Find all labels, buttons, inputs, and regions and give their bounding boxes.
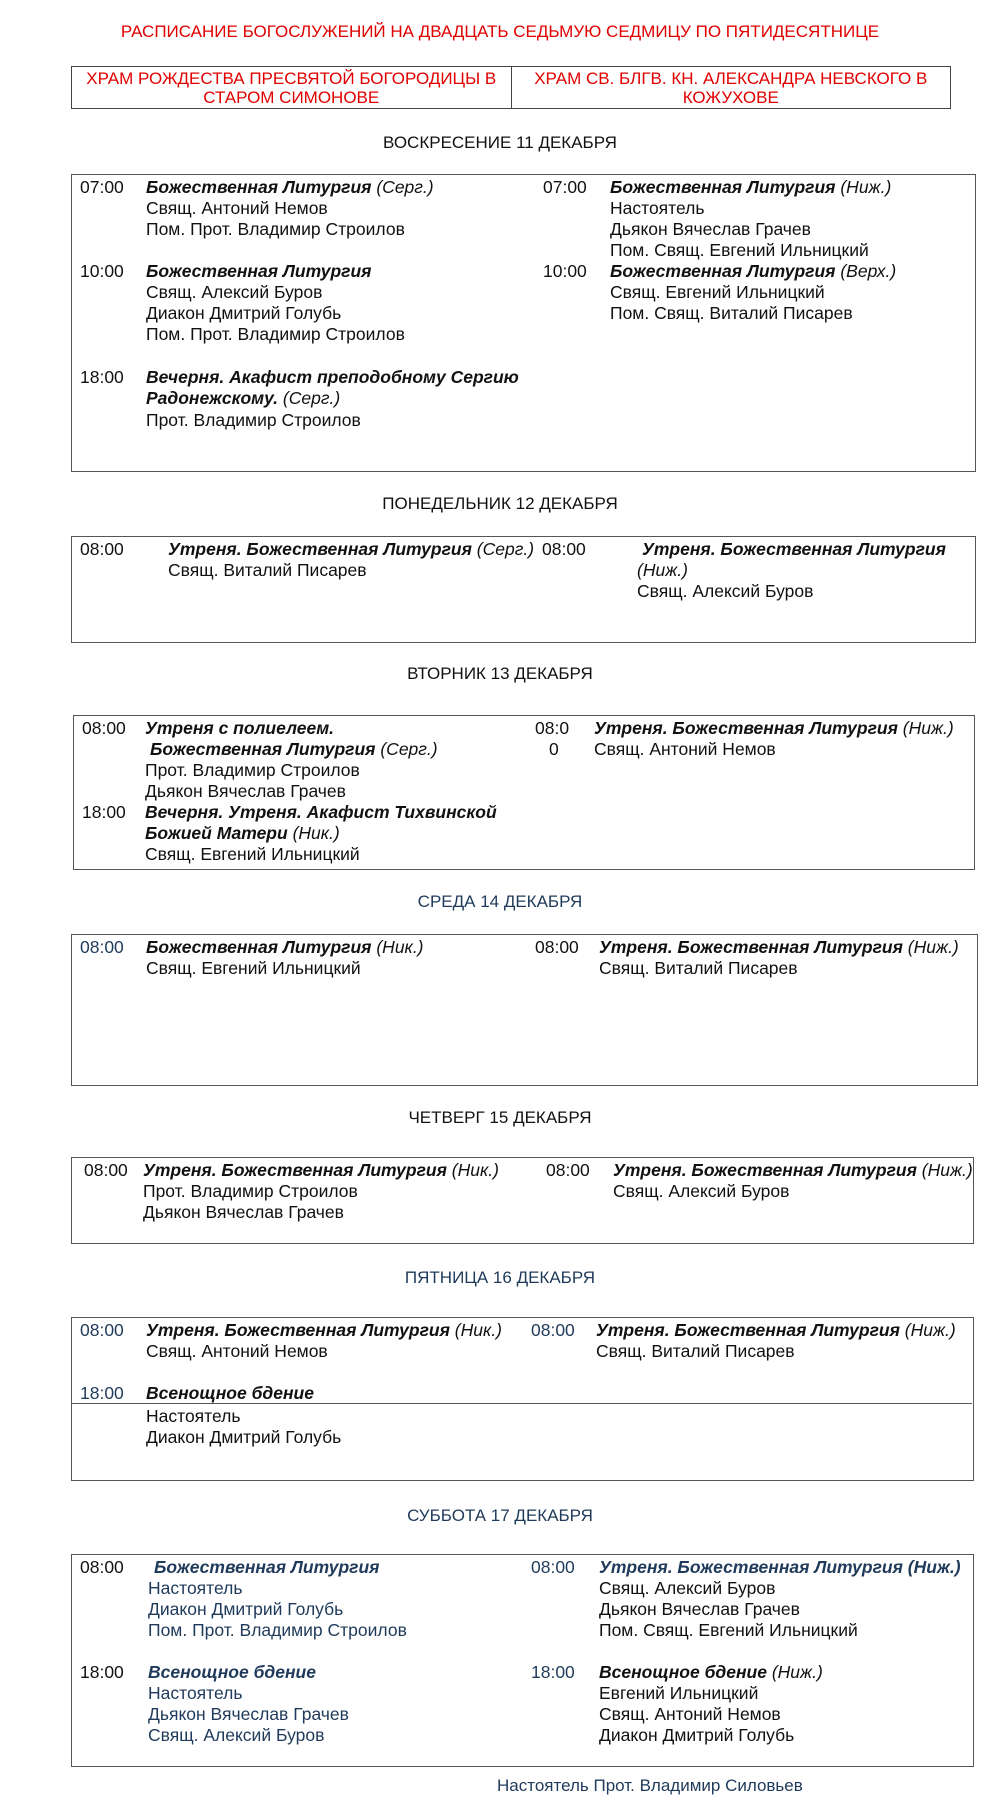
service-title: Радонежскому. (Серг.) <box>146 388 341 408</box>
service-time: 08:00 <box>80 937 124 957</box>
clergy-line: Свящ. Антоний Немов <box>146 1341 328 1361</box>
clergy-line: Дьякон Вячеслав Грачев <box>145 781 346 801</box>
service-title: Утреня. Божественная Литургия (Ниж.) <box>613 1160 973 1180</box>
clergy-line: Прот. Владимир Строилов <box>143 1181 358 1201</box>
service-title: Утреня. Божественная Литургия <box>642 539 946 559</box>
service-title: Утреня. Божественная Литургия (Ниж.) <box>594 718 954 738</box>
service-time: 08:00 <box>82 718 126 738</box>
clergy-line: Дьякон Вячеслав Грачев <box>143 1202 344 1222</box>
service-time: 07:00 <box>543 177 587 197</box>
clergy-line: Пом. Свящ. Евгений Ильницкий <box>599 1620 858 1640</box>
clergy-line: Свящ. Евгений Ильницкий <box>610 282 825 302</box>
day-header-monday: ПОНЕДЕЛЬНИК 12 ДЕКАБРЯ <box>382 494 618 513</box>
clergy-line: Диакон Дмитрий Голубь <box>146 1427 342 1447</box>
service-time: 18:00 <box>80 1383 124 1403</box>
service-title: Божественная Литургия <box>146 261 372 281</box>
schedule-box-wednesday <box>71 934 978 1086</box>
service-time: 08:00 <box>531 1320 575 1340</box>
signature: Настоятель Прот. Владимир Силовьев <box>497 1776 803 1795</box>
service-time: 08:00 <box>535 937 579 957</box>
day-header-friday: ПЯТНИЦА 16 ДЕКАБРЯ <box>404 1268 596 1287</box>
service-title: Утреня. Божественная Литургия (Ниж.) <box>599 1557 961 1577</box>
schedule-box-thursday <box>71 1157 974 1244</box>
clergy-line: Свящ. Антоний Немов <box>146 198 328 218</box>
temples-header <box>71 66 951 109</box>
service-title: Божественная Литургия (Ниж.) <box>610 177 892 197</box>
service-title: Божественная Литургия (Серг.) <box>150 739 438 759</box>
service-time: 08:00 <box>542 539 586 559</box>
service-time: 18:00 <box>82 802 126 822</box>
service-time: 08:00 <box>80 1320 124 1340</box>
clergy-line: Свящ. Евгений Ильницкий <box>145 844 360 864</box>
service-time: 10:00 <box>543 261 587 281</box>
service-time: 10:00 <box>80 261 124 281</box>
service-title: Утреня. Божественная Литургия (Ник.) <box>146 1320 502 1340</box>
service-time: 18:00 <box>531 1662 575 1682</box>
service-time: 0 <box>549 739 559 759</box>
clergy-line: Пом. Прот. Владимир Строилов <box>148 1620 407 1640</box>
clergy-line: Свящ. Алексий Буров <box>599 1578 776 1598</box>
temple-right-name: ХРАМ СВ. БЛГВ. КН. АЛЕКСАНДРА НЕВСКОГО В КОЖУХОВЕ <box>511 67 951 108</box>
clergy-line: Свящ. Антоний Немов <box>594 739 776 759</box>
service-title: Божественная Литургия <box>154 1557 380 1577</box>
service-title: Всенощное бдение <box>148 1662 316 1682</box>
service-time: 18:00 <box>80 367 124 387</box>
service-time: 18:00 <box>80 1662 124 1682</box>
day-header-thursday: ЧЕТВЕРГ 15 ДЕКАБРЯ <box>408 1108 592 1127</box>
clergy-line: Свящ. Виталий Писарев <box>596 1341 795 1361</box>
schedule-box-sunday <box>71 174 976 472</box>
service-time: 08:00 <box>80 539 124 559</box>
clergy-line: Прот. Владимир Строилов <box>146 410 361 430</box>
service-title: Утреня. Божественная Литургия (Ниж.) <box>596 1320 956 1340</box>
clergy-line: Дьякон Вячеслав Грачев <box>610 219 811 239</box>
service-title: Божией Матери (Ник.) <box>145 823 340 843</box>
row-divider <box>72 1403 972 1404</box>
clergy-line: Дьякон Вячеслав Грачев <box>148 1704 349 1724</box>
clergy-line: Настоятель <box>148 1683 243 1703</box>
service-time: 08:00 <box>546 1160 590 1180</box>
service-title: Всенощное бдение (Ниж.) <box>599 1662 823 1682</box>
clergy-line: Диакон Дмитрий Голубь <box>148 1599 344 1619</box>
clergy-line: Пом. Свящ. Евгений Ильницкий <box>610 240 869 260</box>
day-header-saturday: СУББОТА 17 ДЕКАБРЯ <box>407 1506 593 1525</box>
clergy-line: Свящ. Алексий Буров <box>637 581 814 601</box>
clergy-line: Свящ. Алексий Буров <box>148 1725 325 1745</box>
service-place: (Ниж.) <box>637 560 688 580</box>
clergy-line: Евгений Ильницкий <box>599 1683 759 1703</box>
clergy-line: Свящ. Антоний Немов <box>599 1704 781 1724</box>
schedule-box-friday <box>71 1317 974 1481</box>
clergy-line: Прот. Владимир Строилов <box>145 760 360 780</box>
service-title: Утреня. Божественная Литургия (Ниж.) <box>599 937 959 957</box>
clergy-line: Дьякон Вячеслав Грачев <box>599 1599 800 1619</box>
service-title: Божественная Литургия (Верх.) <box>610 261 897 281</box>
clergy-line: Свящ. Евгений Ильницкий <box>146 958 361 978</box>
service-time: 08:00 <box>531 1557 575 1577</box>
service-title: Утреня. Божественная Литургия (Серг.) <box>168 539 535 559</box>
clergy-line: Пом. Свящ. Виталий Писарев <box>610 303 853 323</box>
service-title: Утреня с полиелеем. <box>145 718 334 738</box>
clergy-line: Пом. Прот. Владимир Строилов <box>146 324 405 344</box>
schedule-box-tuesday <box>73 715 975 870</box>
service-time: 08:00 <box>84 1160 128 1180</box>
service-title: Вечерня. Акафист преподобному Сергию <box>146 367 519 387</box>
service-title: Вечерня. Утреня. Акафист Тихвинской <box>145 802 497 822</box>
service-title: Всенощное бдение <box>146 1383 314 1403</box>
schedule-box-saturday <box>71 1554 974 1767</box>
service-title: Божественная Литургия (Ник.) <box>146 937 424 957</box>
clergy-line: Настоятель <box>148 1578 243 1598</box>
service-title: Божественная Литургия (Серг.) <box>146 177 434 197</box>
clergy-line: Свящ. Алексий Буров <box>146 282 323 302</box>
clergy-line: Настоятель <box>610 198 705 218</box>
day-header-wednesday: СРЕДА 14 ДЕКАБРЯ <box>417 892 583 911</box>
schedule-box-monday <box>71 536 976 643</box>
clergy-line: Свящ. Виталий Писарев <box>168 560 367 580</box>
service-time: 07:00 <box>80 177 124 197</box>
clergy-line: Свящ. Алексий Буров <box>613 1181 790 1201</box>
service-title: Утреня. Божественная Литургия (Ник.) <box>143 1160 499 1180</box>
clergy-line: Диакон Дмитрий Голубь <box>599 1725 795 1745</box>
clergy-line: Пом. Прот. Владимир Строилов <box>146 219 405 239</box>
clergy-line: Диакон Дмитрий Голубь <box>146 303 342 323</box>
service-time: 08:00 <box>80 1557 124 1577</box>
clergy-line: Настоятель <box>146 1406 241 1426</box>
day-header-tuesday: ВТОРНИК 13 ДЕКАБРЯ <box>407 664 593 683</box>
day-header-sunday: ВОСКРЕСЕНИЕ 11 ДЕКАБРЯ <box>383 133 617 152</box>
service-time: 08:0 <box>535 718 570 738</box>
clergy-line: Свящ. Виталий Писарев <box>599 958 798 978</box>
page-title: РАСПИСАНИЕ БОГОСЛУЖЕНИЙ НА ДВАДЦАТЬ СЕДЬМУЮ СЕДМИЦУ ПО ПЯТИДЕСЯТНИЦЕ <box>120 22 880 41</box>
temple-left-name: ХРАМ РОЖДЕСТВА ПРЕСВЯТОЙ БОГОРОДИЦЫ В СТАРОМ СИМОНОВЕ <box>86 69 497 107</box>
